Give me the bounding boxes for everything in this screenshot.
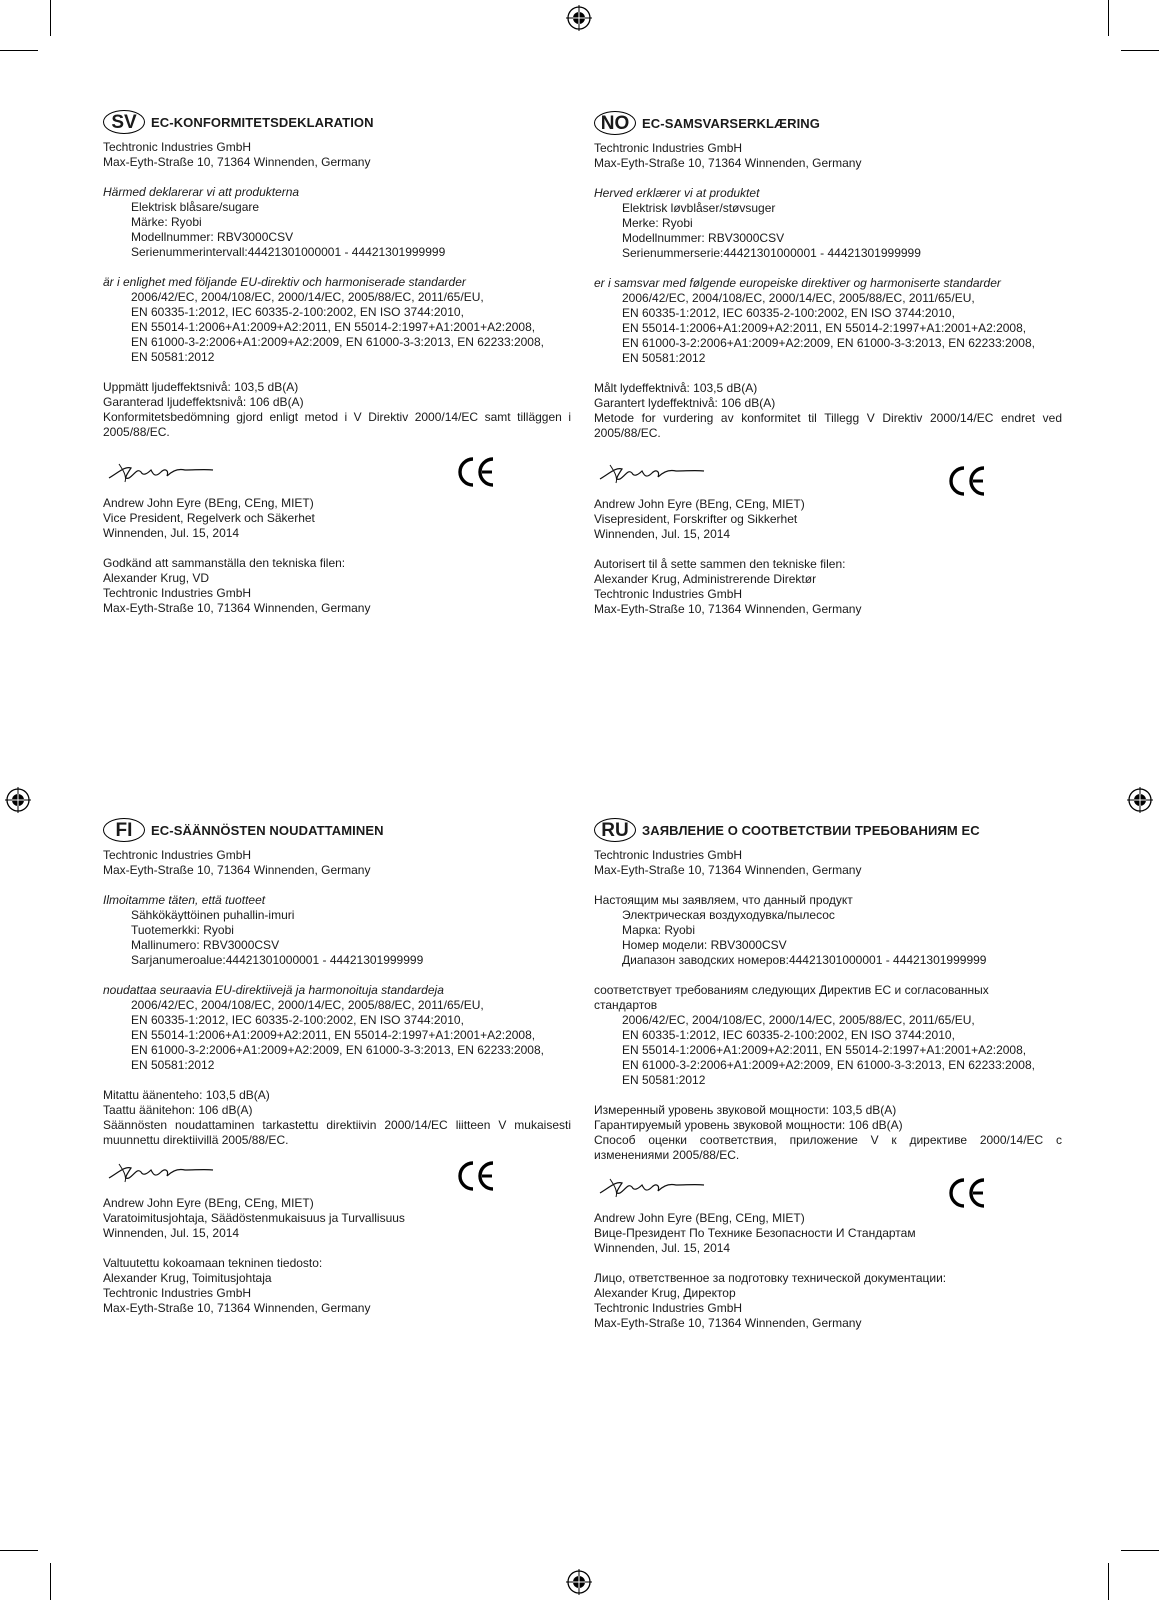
ce-mark-icon — [946, 1175, 988, 1211]
crop-mark — [1108, 1563, 1109, 1600]
language-code-badge: SV — [103, 110, 145, 134]
directives-intro: er i samsvar med følgende europeiske direktiver og harmoniserte standarder — [594, 276, 1001, 290]
conformity-method: Metode for vurdering av konformitet til Tillegg V Direktiv 2000/14/EC endret ved 2005/88/EC. — [594, 411, 1062, 440]
signer-name: Andrew John Eyre (BEng, CEng, MIET) — [594, 1211, 805, 1225]
standards-line: EN 50581:2012 — [131, 1058, 215, 1072]
technical-file-label: Лицо, ответственное за подготовку технической документации: — [594, 1271, 947, 1285]
product-model: Modellnummer: RBV3000CSV — [622, 231, 785, 245]
crop-mark — [1108, 0, 1109, 36]
technical-file-label: Autorisert til å sette sammen den tekniske filen: — [594, 557, 846, 571]
signer-title: Varatoimitusjohtaja, Säädöstenmukaisuus ja Turvallisuus — [103, 1211, 405, 1225]
signer-title: Vice President, Regelverk och Säkerhet — [103, 511, 315, 525]
technical-file-label: Godkänd att sammanställa den tekniska filen: — [103, 556, 346, 570]
language-code-badge: FI — [103, 818, 145, 842]
standards-line: EN 61000-3-2:2006+A1:2009+A2:2009, EN 61000-3-3:2013, EN 62233:2008, — [131, 1043, 544, 1057]
signer-name: Andrew John Eyre (BEng, CEng, MIET) — [103, 1196, 314, 1210]
guaranteed-sound-power: Taattu äänitehon: 106 dB(A) — [103, 1103, 253, 1117]
technical-file-company: Techtronic Industries GmbH — [103, 586, 252, 600]
product-model: Mallinumero: RBV3000CSV — [131, 938, 280, 952]
place-date: Winnenden, Jul. 15, 2014 — [594, 527, 731, 541]
ce-mark-icon — [455, 1158, 497, 1194]
signature-icon — [105, 1160, 215, 1184]
crop-mark — [0, 50, 38, 51]
signature-row — [594, 453, 1062, 497]
company-name: Techtronic Industries GmbH — [594, 141, 743, 155]
standards-line: EN 60335-1:2012, IEC 60335-2-100:2002, EN ISO 3744:2010, — [622, 1028, 955, 1042]
declaration-title: EC-SÄÄNNÖSTEN NOUDATTAMINEN — [151, 822, 384, 838]
product-intro: Настоящим мы заявляем, что данный продукт — [594, 893, 853, 907]
measured-sound-power: Измеренный уровень звуковой мощности: 103,5 dB(A) — [594, 1103, 897, 1117]
declaration-title: EC-SAMSVARSERKLÆRING — [642, 115, 820, 131]
directives-intro: noudattaa seuraavia EU-direktiivejä ja harmonoituja standardeja — [103, 983, 444, 997]
product-name: Elektrisk løvblåser/støvsuger — [622, 201, 776, 215]
guaranteed-sound-power: Garanterad ljudeffektsnivå: 106 dB(A) — [103, 395, 304, 409]
standards-line: EN 55014-1:2006+A1:2009+A2:2011, EN 55014-2:1997+A1:2001+A2:2008, — [622, 321, 1027, 335]
signer-name: Andrew John Eyre (BEng, CEng, MIET) — [103, 496, 314, 510]
signer-name: Andrew John Eyre (BEng, CEng, MIET) — [594, 497, 805, 511]
serial-range: Serienummerserie:44421301000001 - 44421301999999 — [622, 246, 921, 260]
standards-line: EN 55014-1:2006+A1:2009+A2:2011, EN 55014-2:1997+A1:2001+A2:2008, — [622, 1043, 1027, 1057]
registration-mark-icon — [566, 5, 592, 31]
signer-title: Visepresident, Forskrifter og Sikkerhet — [594, 512, 798, 526]
standards-line: EN 50581:2012 — [131, 350, 215, 364]
measured-sound-power: Uppmätt ljudeffektsnivå: 103,5 dB(A) — [103, 380, 299, 394]
company-name: Techtronic Industries GmbH — [594, 848, 743, 862]
product-name: Sähkökäyttöinen puhallin-imuri — [131, 908, 295, 922]
product-brand: Tuotemerkki: Ryobi — [131, 923, 234, 937]
product-intro: Ilmoitamme täten, että tuotteet — [103, 893, 266, 907]
directives-intro: är i enlighet med följande EU-direktiv och harmoniserade standarder — [103, 275, 466, 289]
place-date: Winnenden, Jul. 15, 2014 — [103, 1226, 240, 1240]
product-name: Электрическая воздуходувка/пылесос — [622, 908, 835, 922]
technical-file-label: Valtuutettu kokoamaan tekninen tiedosto: — [103, 1256, 323, 1270]
signature-row — [594, 1167, 1062, 1211]
directives-intro: соответствует требованиям следующих Директив ЕС и согласованных стандартов — [594, 983, 989, 1012]
declaration-title: EC-KONFORMITETSDEKLARATION — [151, 114, 374, 130]
standards-line: EN 50581:2012 — [622, 351, 706, 365]
crop-mark — [1121, 1550, 1159, 1551]
guaranteed-sound-power: Гарантируемый уровень звуковой мощности: 106 dB(A) — [594, 1118, 903, 1132]
company-address: Max-Eyth-Straße 10, 71364 Winnenden, Germany — [594, 156, 862, 170]
declaration-title: ЗАЯВЛЕНИЕ О СООТВЕТСТВИИ ТРЕБОВАНИЯМ ЕС — [642, 822, 980, 838]
declaration-header — [594, 109, 1062, 137]
technical-file-address: Max-Eyth-Straße 10, 71364 Winnenden, Germany — [103, 601, 371, 615]
measured-sound-power: Mitattu äänenteho: 103,5 dB(A) — [103, 1088, 270, 1102]
serial-range: Диапазон заводских номеров:44421301000001 - 44421301999999 — [622, 953, 987, 967]
standards-line: EN 60335-1:2012, IEC 60335-2-100:2002, EN ISO 3744:2010, — [131, 305, 464, 319]
product-intro: Härmed deklarerar vi att produkterna — [103, 185, 300, 199]
product-brand: Merke: Ryobi — [622, 216, 693, 230]
signature-row — [103, 1152, 571, 1196]
standards-line: EN 55014-1:2006+A1:2009+A2:2011, EN 55014-2:1997+A1:2001+A2:2008, — [131, 320, 536, 334]
signature-icon — [596, 461, 706, 485]
crop-mark — [50, 1563, 51, 1600]
signature-icon — [596, 1175, 706, 1199]
technical-file-company: Techtronic Industries GmbH — [594, 1301, 743, 1315]
ce-mark-icon — [946, 463, 988, 499]
conformity-method: Способ оценки соответствия, приложение V к директиве 2000/14/EC с изменениями 2005/88/EC. — [594, 1133, 1062, 1162]
company-address: Max-Eyth-Straße 10, 71364 Winnenden, Germany — [594, 863, 862, 877]
registration-mark-icon — [1127, 787, 1153, 813]
conformity-method: Säännösten noudattaminen tarkastettu direktiivin 2000/14/EC liitteen V mukaisesti muunnettu direktiivillä 2005/88/EC. — [103, 1118, 571, 1147]
technical-file-address: Max-Eyth-Straße 10, 71364 Winnenden, Germany — [594, 1316, 862, 1330]
language-code-badge: RU — [594, 818, 636, 842]
signature-icon — [105, 460, 215, 484]
declaration-header — [103, 816, 571, 844]
place-date: Winnenden, Jul. 15, 2014 — [594, 1241, 731, 1255]
declaration-header — [594, 816, 1062, 844]
registration-mark-icon — [5, 787, 31, 813]
company-name: Techtronic Industries GmbH — [103, 848, 252, 862]
company-name: Techtronic Industries GmbH — [103, 140, 252, 154]
standards-line: EN 55014-1:2006+A1:2009+A2:2011, EN 55014-2:1997+A1:2001+A2:2008, — [131, 1028, 536, 1042]
standards-line: EN 61000-3-2:2006+A1:2009+A2:2009, EN 61000-3-3:2013, EN 62233:2008, — [622, 336, 1035, 350]
registration-mark-icon — [566, 1569, 592, 1595]
product-model: Номер модели: RBV3000CSV — [622, 938, 787, 952]
declaration-fi — [103, 816, 571, 1316]
standards-line: EN 50581:2012 — [622, 1073, 706, 1087]
serial-range: Sarjanumeroalue:44421301000001 - 44421301999999 — [131, 953, 424, 967]
language-code-badge: NO — [594, 111, 636, 135]
technical-file-company: Techtronic Industries GmbH — [103, 1286, 252, 1300]
technical-file-company: Techtronic Industries GmbH — [594, 587, 743, 601]
standards-line: EN 61000-3-2:2006+A1:2009+A2:2009, EN 61000-3-3:2013, EN 62233:2008, — [622, 1058, 1035, 1072]
guaranteed-sound-power: Garantert lydeffektnivå: 106 dB(A) — [594, 396, 776, 410]
declaration-ru — [594, 816, 1062, 1331]
technical-file-address: Max-Eyth-Straße 10, 71364 Winnenden, Germany — [594, 602, 862, 616]
signer-title: Вице-Президент По Технике Безопасности И Стандартам — [594, 1226, 916, 1240]
technical-file-person: Alexander Krug, VD — [103, 571, 210, 585]
standards-line: 2006/42/EC, 2004/108/EC, 2000/14/EC, 2005/88/EC, 2011/65/EU, — [131, 290, 484, 304]
standards-line: 2006/42/EC, 2004/108/EC, 2000/14/EC, 2005/88/EC, 2011/65/EU, — [131, 998, 484, 1012]
ce-mark-icon — [455, 454, 497, 490]
product-name: Elektrisk blåsare/sugare — [131, 200, 260, 214]
product-brand: Märke: Ryobi — [131, 215, 202, 229]
declaration-header — [103, 108, 571, 136]
serial-range: Serienummerintervall:44421301000001 - 44421301999999 — [131, 245, 446, 259]
technical-file-person: Alexander Krug, Toimitusjohtaja — [103, 1271, 272, 1285]
standards-line: EN 61000-3-2:2006+A1:2009+A2:2009, EN 61000-3-3:2013, EN 62233:2008, — [131, 335, 544, 349]
place-date: Winnenden, Jul. 15, 2014 — [103, 526, 240, 540]
conformity-method: Konformitetsbedömning gjord enligt metod i V Direktiv 2000/14/EC samt tilläggen i 2005/88/EC. — [103, 410, 571, 439]
signature-row — [103, 452, 571, 496]
company-address: Max-Eyth-Straße 10, 71364 Winnenden, Germany — [103, 155, 371, 169]
technical-file-person: Alexander Krug, Administrerende Direktør — [594, 572, 817, 586]
crop-mark — [1121, 50, 1159, 51]
declaration-sv — [103, 108, 571, 616]
product-model: Modellnummer: RBV3000CSV — [131, 230, 294, 244]
standards-line: EN 60335-1:2012, IEC 60335-2-100:2002, EN ISO 3744:2010, — [622, 306, 955, 320]
product-brand: Марка: Ryobi — [622, 923, 696, 937]
standards-line: EN 60335-1:2012, IEC 60335-2-100:2002, EN ISO 3744:2010, — [131, 1013, 464, 1027]
company-address: Max-Eyth-Straße 10, 71364 Winnenden, Germany — [103, 863, 371, 877]
crop-mark — [50, 0, 51, 36]
product-intro: Herved erklærer vi at produktet — [594, 186, 760, 200]
standards-line: 2006/42/EC, 2004/108/EC, 2000/14/EC, 2005/88/EC, 2011/65/EU, — [622, 291, 975, 305]
declaration-no — [594, 109, 1062, 617]
technical-file-person: Alexander Krug, Директор — [594, 1286, 736, 1300]
technical-file-address: Max-Eyth-Straße 10, 71364 Winnenden, Germany — [103, 1301, 371, 1315]
standards-line: 2006/42/EC, 2004/108/EC, 2000/14/EC, 2005/88/EC, 2011/65/EU, — [622, 1013, 975, 1027]
crop-mark — [0, 1550, 38, 1551]
measured-sound-power: Målt lydeffektnivå: 103,5 dB(A) — [594, 381, 758, 395]
